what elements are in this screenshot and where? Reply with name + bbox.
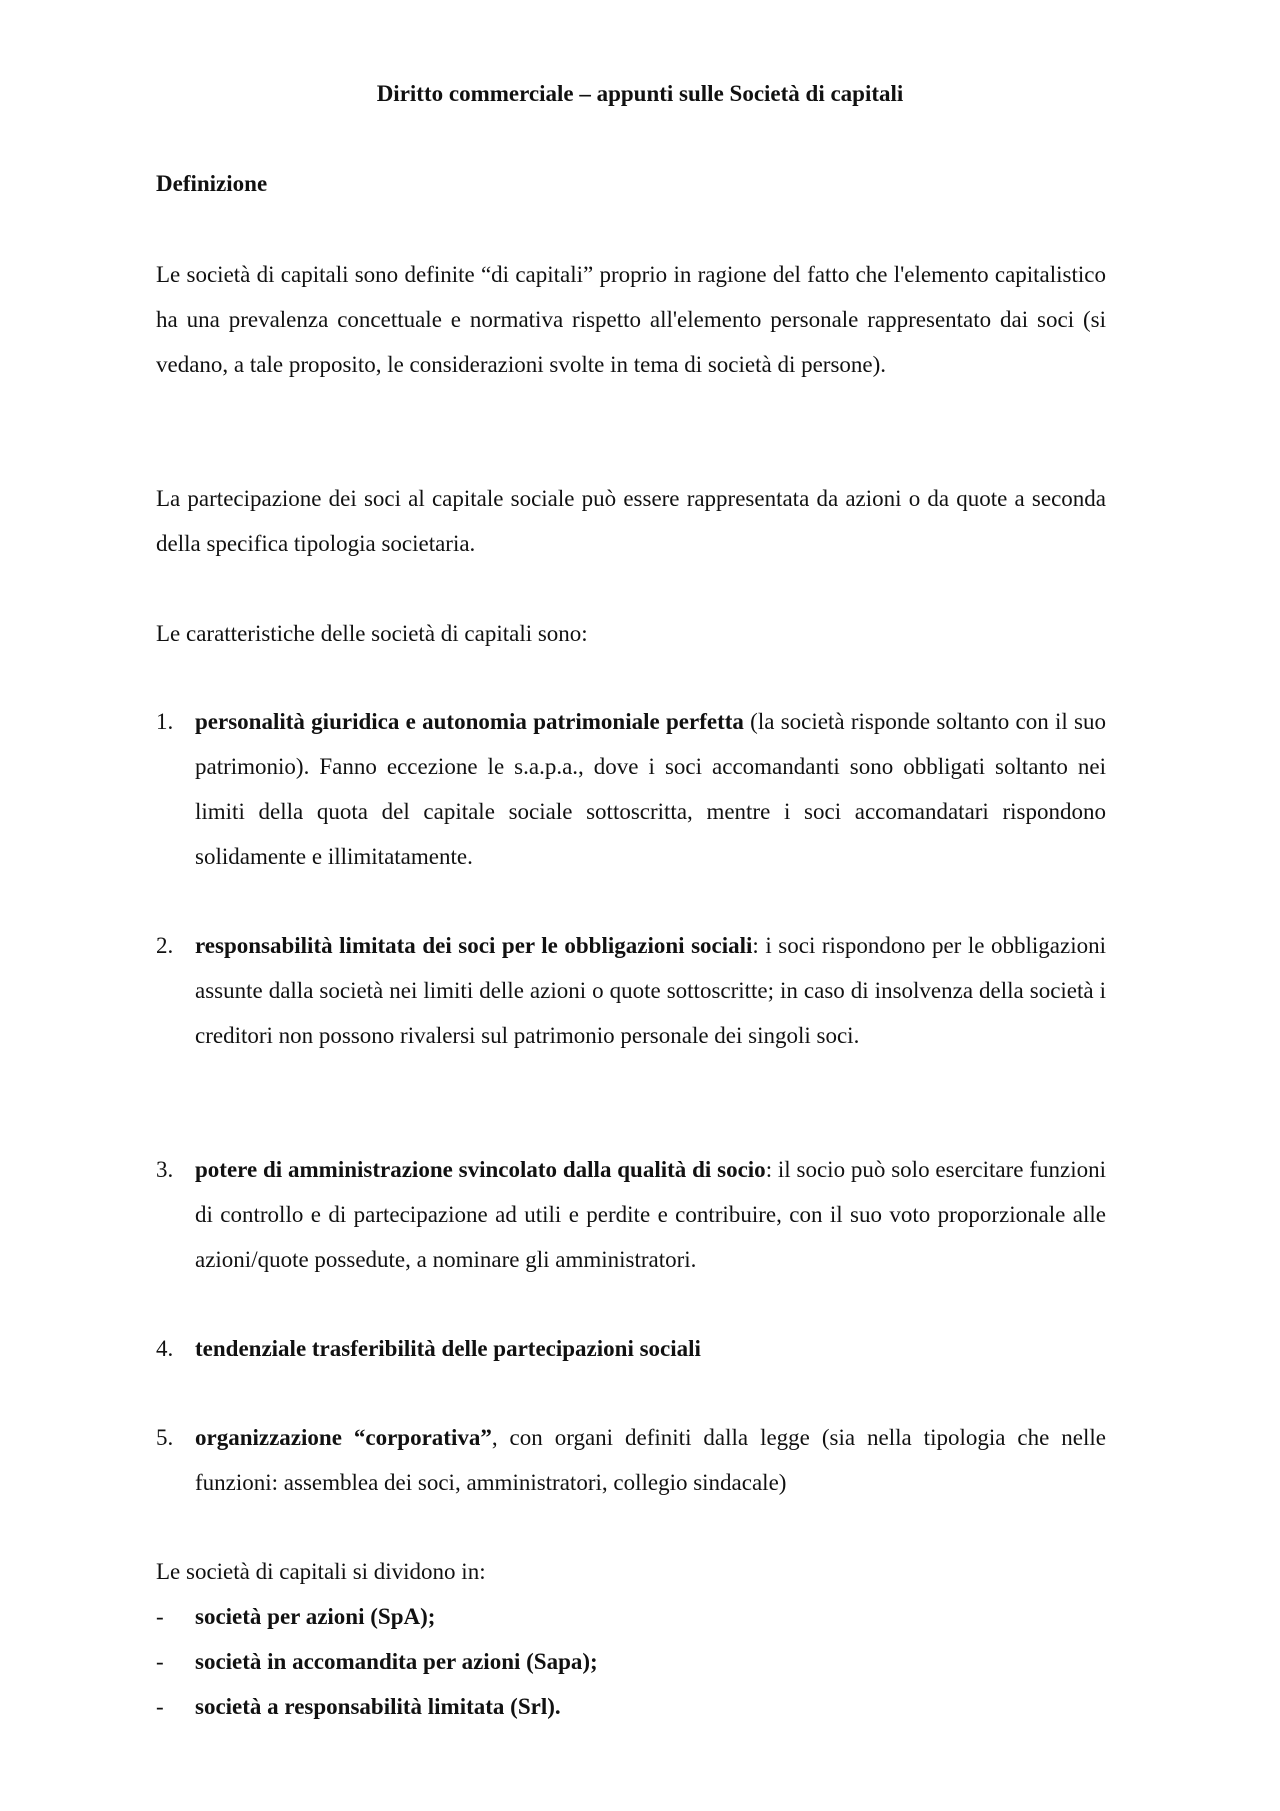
paragraph-participation: La partecipazione dei soci al capitale sociale può essere rappresentata da azioni o da quote a seconda della specifica tipologia societaria. xyxy=(156,486,1106,556)
item-text: : il socio può solo esercitare funzioni di controllo e di partecipazione ad utili e perdite e contribuire, con il suo voto proporzionale alle azioni/quote possedute, a nominare gli amministratori. xyxy=(195,1157,1106,1272)
company-types-list xyxy=(156,1594,1106,1729)
item-text: : i soci rispondono per le obbligazioni assunte dalla società nei limiti delle azioni o quote sottoscritte; in caso di insolvenza della società i creditori non possono rivalersi sul patrimonio personale dei singoli soci. xyxy=(195,933,1106,1048)
item-bold-text: responsabilità limitata dei soci per le obbligazioni sociali xyxy=(195,933,753,958)
item-bold-text: potere di amministrazione svincolato dalla qualità di socio xyxy=(195,1157,766,1182)
paragraph-definition: Le società di capitali sono definite “di capitali” proprio in ragione del fatto che l'elemento capitalistico ha una prevalenza concettuale e normativa rispetto all'elemento personale rappresentato dai soci (si vedano, a tale proposito, le considerazioni svolte in tema di società di persone). xyxy=(156,262,1106,377)
item-text: (la società risponde soltanto con il suo patrimonio). Fanno eccezione le s.a.p.a., dove i soci accomandanti sono obbligati soltanto nei limiti della quota del capitale sociale sottoscritta, mentre i soci accomandatari rispondono solidamente e illimitatamente. xyxy=(195,709,1106,869)
list-item-text: società in accomandita per azioni (Sapa); xyxy=(195,1649,598,1674)
item-body xyxy=(195,1326,1106,1371)
item-number: 3. xyxy=(156,1157,174,1182)
section-heading: Definizione xyxy=(156,171,268,196)
list-item xyxy=(156,1639,1106,1684)
paragraph-characteristics-intro: Le caratteristiche delle società di capitali sono: xyxy=(156,621,588,646)
item-bold-text: personalità giuridica e autonomia patrimoniale perfetta xyxy=(195,709,744,734)
list-marker: - xyxy=(156,1604,164,1629)
item-body xyxy=(195,1147,1106,1282)
item-number: 5. xyxy=(156,1425,174,1450)
characteristic-item xyxy=(156,1147,1106,1282)
item-number: 4. xyxy=(156,1336,174,1361)
item-bold-text: tendenziale trasferibilità delle partecipazioni sociali xyxy=(195,1336,701,1361)
item-body xyxy=(195,1415,1106,1505)
document-title: Diritto commerciale – appunti sulle Società di capitali xyxy=(376,81,904,106)
list-item xyxy=(156,1684,1106,1729)
item-number: 2. xyxy=(156,933,174,958)
list-marker: - xyxy=(156,1694,164,1719)
characteristic-item xyxy=(156,699,1106,879)
characteristic-item xyxy=(156,1415,1106,1505)
item-body xyxy=(195,699,1106,879)
list-marker: - xyxy=(156,1649,164,1674)
item-bold-text: organizzazione “corporativa” xyxy=(195,1425,492,1450)
list-item xyxy=(156,1594,1106,1639)
paragraph-types-intro: Le società di capitali si dividono in: xyxy=(156,1559,486,1584)
list-item-text: società per azioni (SpA); xyxy=(195,1604,436,1629)
item-text: , con organi definiti dalla legge (sia nella tipologia che nelle funzioni: assemblea dei soci, amministratori, collegio sindacale) xyxy=(195,1425,1106,1495)
characteristic-item xyxy=(156,1326,1106,1371)
item-body xyxy=(195,923,1106,1058)
characteristic-item xyxy=(156,923,1106,1058)
item-number: 1. xyxy=(156,709,174,734)
list-item-text: società a responsabilità limitata (Srl). xyxy=(195,1694,561,1719)
